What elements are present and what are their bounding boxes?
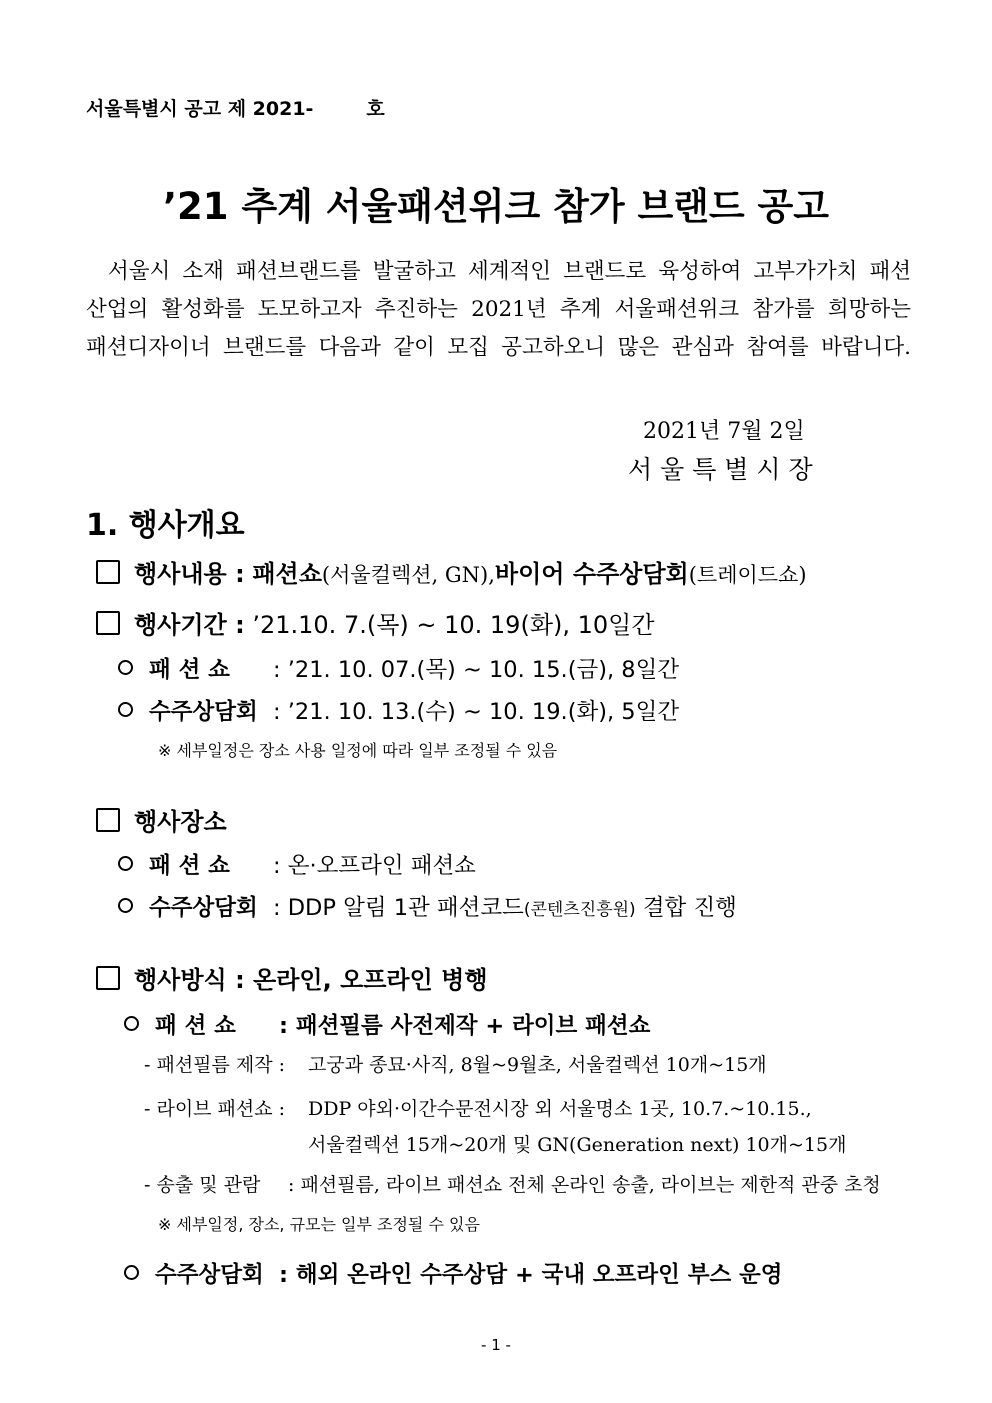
circle-bullet-icon xyxy=(124,1265,139,1280)
issuer: 서 울 특 별 시 장 xyxy=(628,455,813,484)
film-value: 고궁과 종묘·사직, 8월~9월초, 서울컬렉션 10개~15개 xyxy=(308,1054,767,1076)
method-trade-label: 수주상담회 xyxy=(155,1262,264,1288)
intro-line-2: 산업의 활성화를 도모하고자 추진하는 2021년 추계 서울패션위크 참가를 희망하는 xyxy=(86,297,911,322)
circle-bullet-icon xyxy=(118,702,133,717)
circle-bullet-icon xyxy=(118,856,133,871)
checkbox-icon xyxy=(96,560,120,584)
live-row-2: 서울컬렉션 15개~20개 및 GN(Generation next) 10개~15개 xyxy=(308,1134,847,1156)
event-content-fashionshow-detail: (서울컬렉션, GN), xyxy=(321,563,495,587)
venue-show-value: : 온·오프라인 패션쇼 xyxy=(273,853,476,879)
broadcast-row xyxy=(144,1170,881,1197)
broadcast-value: : 패션필름, 라이브 패션쇼 전체 온라인 송출, 라이브는 제한적 관중 초청 xyxy=(288,1174,881,1196)
venue-trade-org: (콘텐츠진흥원) xyxy=(523,900,636,920)
venue-trade-value: : DDP 알림 1관 패션코드 xyxy=(273,895,524,921)
method-show-row xyxy=(124,1008,650,1040)
intro-paragraph xyxy=(86,254,911,368)
section-heading: 1. 행사개요 xyxy=(86,508,245,543)
venue-show-row xyxy=(118,848,476,880)
venue-row xyxy=(96,802,227,837)
live-label: - 라이브 패션쇼 : xyxy=(144,1098,286,1120)
broadcast-label: - 송출 및 관람 xyxy=(144,1174,261,1196)
event-content-buyer-detail: (트레이드쇼) xyxy=(688,563,807,587)
venue-show-label: 패 션 쇼 xyxy=(149,853,230,879)
intro-line-3: 패션디자이너 브랜드를 다음과 같이 모집 공고하오니 많은 관심과 참여를 바랍니다. xyxy=(86,335,911,360)
method-row xyxy=(96,960,488,995)
venue-trade-value-end: 결합 진행 xyxy=(635,895,737,921)
checkbox-icon xyxy=(96,808,120,832)
event-period-label: 행사기간 : xyxy=(134,611,245,639)
checkbox-icon xyxy=(96,966,120,990)
live-row xyxy=(144,1094,812,1121)
event-period-value: ’21.10. 7.(목) ~ 10. 19(화), 10일간 xyxy=(252,611,655,639)
period-trade-row xyxy=(118,694,679,726)
period-trade-label: 수주상담회 xyxy=(149,699,258,725)
circle-bullet-icon xyxy=(124,1016,139,1031)
notice-number: 서울특별시 공고 제 2021- 호 xyxy=(86,98,385,120)
period-trade-value: : ’21. 10. 13.(수) ~ 10. 19.(화), 5일간 xyxy=(273,699,680,725)
film-label: - 패션필름 제작 : xyxy=(144,1054,286,1076)
venue-trade-row xyxy=(118,890,737,922)
event-content-label: 행사내용 : xyxy=(134,560,245,588)
method-note: ※ 세부일정, 장소, 규모는 일부 조정될 수 있음 xyxy=(158,1215,480,1234)
venue-label: 행사장소 xyxy=(134,808,227,836)
method-trade-value: : 해외 온라인 수주상담 + 국내 오프라인 부스 운영 xyxy=(279,1262,783,1288)
venue-trade-label: 수주상담회 xyxy=(149,895,258,921)
method-label: 행사방식 : 온라인, 오프라인 병행 xyxy=(134,966,488,994)
intro-line-1: 서울시 소재 패션브랜드를 발굴하고 세계적인 브랜드로 육성하여 고부가가치 패션 xyxy=(108,259,911,284)
page-title: ’21 추계 서울패션위크 참가 브랜드 공고 xyxy=(162,185,830,228)
circle-bullet-icon xyxy=(118,660,133,675)
period-show-label: 패 션 쇼 xyxy=(149,657,230,683)
period-show-row xyxy=(118,652,679,684)
issue-date: 2021년 7월 2일 xyxy=(643,419,805,444)
checkbox-icon xyxy=(96,611,120,635)
period-note: ※ 세부일정은 장소 사용 일정에 따라 일부 조정될 수 있음 xyxy=(158,741,558,760)
event-content-fashionshow: 패션쇼 xyxy=(252,560,322,588)
live-value-1: DDP 야외·이간수문전시장 외 서울명소 1곳, 10.7.~10.15., xyxy=(308,1098,812,1120)
circle-bullet-icon xyxy=(118,898,133,913)
event-period-row xyxy=(96,605,655,640)
period-show-value: : ’21. 10. 07.(목) ~ 10. 15.(금), 8일간 xyxy=(273,657,680,683)
event-content-row xyxy=(96,554,807,589)
event-content-buyer: 바이어 수주상담회 xyxy=(494,560,689,588)
method-show-label: 패 션 쇼 xyxy=(155,1013,236,1039)
film-row xyxy=(144,1050,767,1077)
method-trade-row xyxy=(124,1257,782,1289)
method-show-value: : 패션필름 사전제작 + 라이브 패션쇼 xyxy=(279,1013,651,1039)
page-number: - 1 - xyxy=(481,1336,511,1354)
